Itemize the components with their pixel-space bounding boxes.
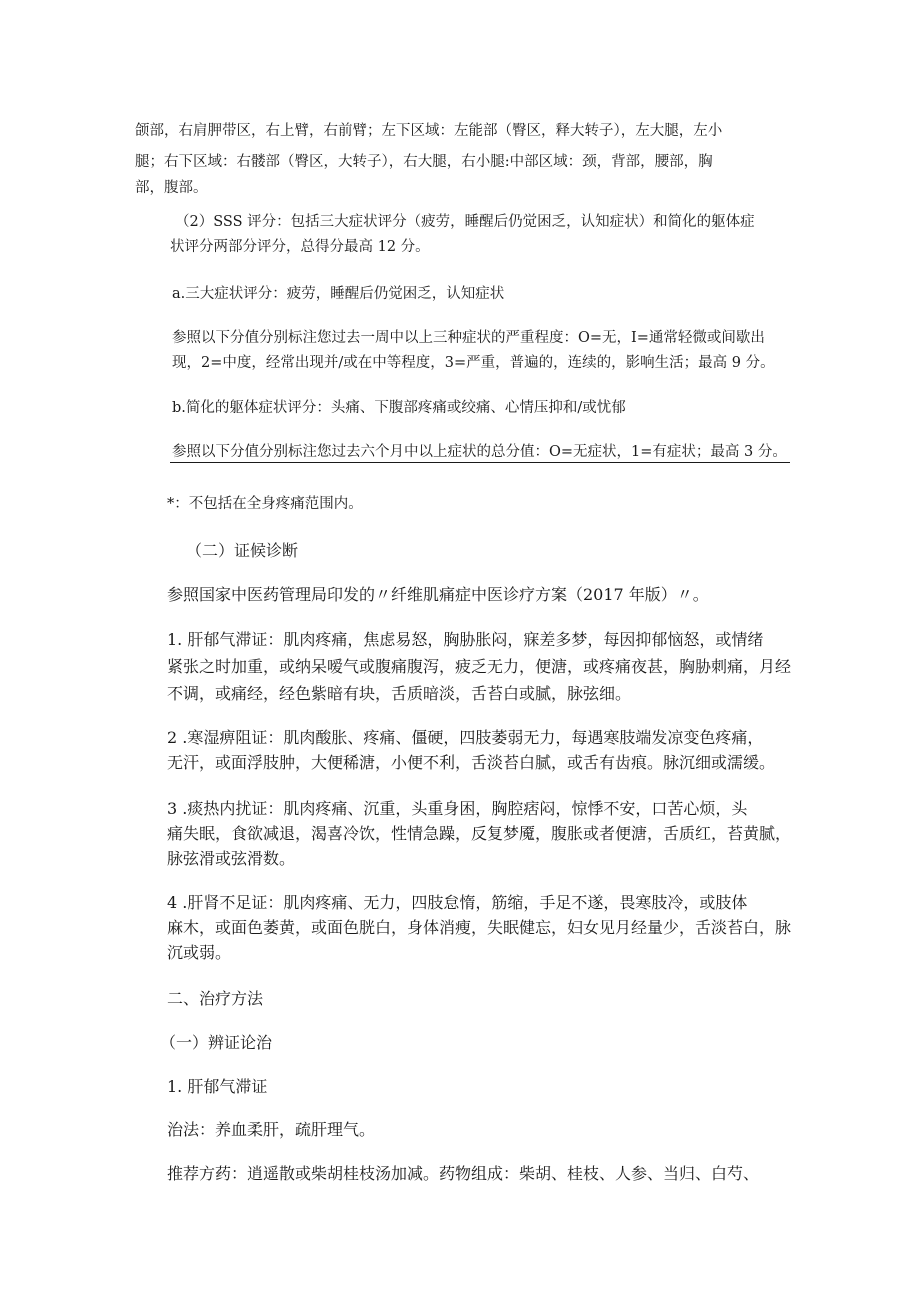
item-heading: 1. 肝郁气滞证: [167, 1077, 268, 1096]
section-heading: （二）证候诊断: [186, 541, 299, 560]
text-line: 1. 肝郁气滞证：肌肉疼痛，焦虑易怒，胸胁胀闷，寐差多梦，每因抑郁恼怒，或情绪: [167, 630, 764, 649]
text-line: 不调，或痛经，经色紫暗有块，舌质暗淡，舌苔白或腻，脉弦细。: [167, 684, 632, 703]
treatment-method: 治法：养血柔肝，疏肝理气。: [167, 1120, 376, 1139]
sss-b-description: 参照以下分值分别标注您过去六个月中以上症状的总分值：O=无症状，1=有症状；最高 3 分。: [172, 444, 787, 460]
prescription-line: 推荐方药：逍遥散或柴胡桂枝汤加减。药物组成：柴胡、桂枝、人参、当归、白芍、: [167, 1164, 760, 1183]
text-line: 2 .寒湿痹阻证：肌肉酸胀、疼痛、僵硬，四肢萎弱无力，每遇寒肢端发凉变色疼痛，: [167, 728, 764, 747]
sss-a-title: a.三大症状评分：疲劳，睡醒后仍觉困乏，认知症状: [172, 286, 505, 302]
text-line: 参照以下分值分别标注您过去一周中以上三种症状的严重程度：O=无，I=通常轻微或间歇出: [172, 330, 765, 346]
text-line: 麻木，或面色萎黄，或面色胱白，身体消瘦，失眠健忘，妇女见月经量少，舌淡苔白，脉: [167, 918, 792, 937]
sss-b-title: b.简化的躯体症状评分：头痛、下腹部疼痛或绞痛、心情压抑和/或忧郁: [172, 400, 626, 416]
text-line: 沉或弱。: [167, 943, 232, 962]
text-line: 无汗，或面浮肢肿，大便稀溏，小便不利，舌淡苔白腻，或舌有齿痕。脉沉细或濡缓。: [167, 753, 776, 772]
subsection-heading: （一）辨证论治: [160, 1033, 273, 1052]
underline-divider: [170, 462, 790, 463]
text-line: 痛失眠，食欲减退，渴喜冷饮，性情急躁，反复梦魇，腹胀或者便溏，舌质红，苔黄腻，: [167, 824, 792, 843]
footnote: *：不包括在全身疼痛范围内。: [167, 496, 363, 512]
text-line: 腿；右下区域：右髅部（臀区，大转子），右大腿，右小腿:中部区域：颈，背部，腰部，胸: [135, 154, 713, 170]
text-line: 部，腹部。: [135, 180, 208, 196]
text-line: 3 .痰热内扰证：肌肉疼痛、沉重，头重身困，胸腔痞闷，惊悸不安，口苦心烦，头: [167, 799, 748, 818]
text-line: 紧张之时加重，或纳呆嗳气或腹痛腹泻，疲乏无力，便溏，或疼痛夜甚，胸胁刺痛，月经: [167, 657, 792, 676]
text-line: 脉弦滑或弦滑数。: [167, 849, 296, 868]
reference-paragraph: 参照国家中医药管理局印发的〃纤维肌痛症中医诊疗方案（2017 年版）〃。: [167, 585, 709, 604]
text-line: 4 .肝肾不足证：肌肉疼痛、无力，四肢怠惰，筋缩，手足不遂，畏寒肢冷，或肢体: [167, 893, 748, 912]
text-line: 状评分两部分评分，总得分最高 12 分。: [170, 239, 430, 255]
section-heading: 二、治疗方法: [167, 989, 264, 1008]
text-line: （2）SSS 评分：包括三大症状评分（疲劳，睡醒后仍觉困乏，认知症状）和简化的躯体症: [175, 214, 755, 230]
text-line: 现，2=中度，经常出现并/或在中等程度，3=严重，普遍的，连续的，影响生活；最高 9 分。: [172, 355, 775, 371]
text-line: 颌部，右肩胛带区，右上臂，右前臂；左下区域：左能部（臀区，释大转子），左大腿，左小: [135, 123, 723, 139]
